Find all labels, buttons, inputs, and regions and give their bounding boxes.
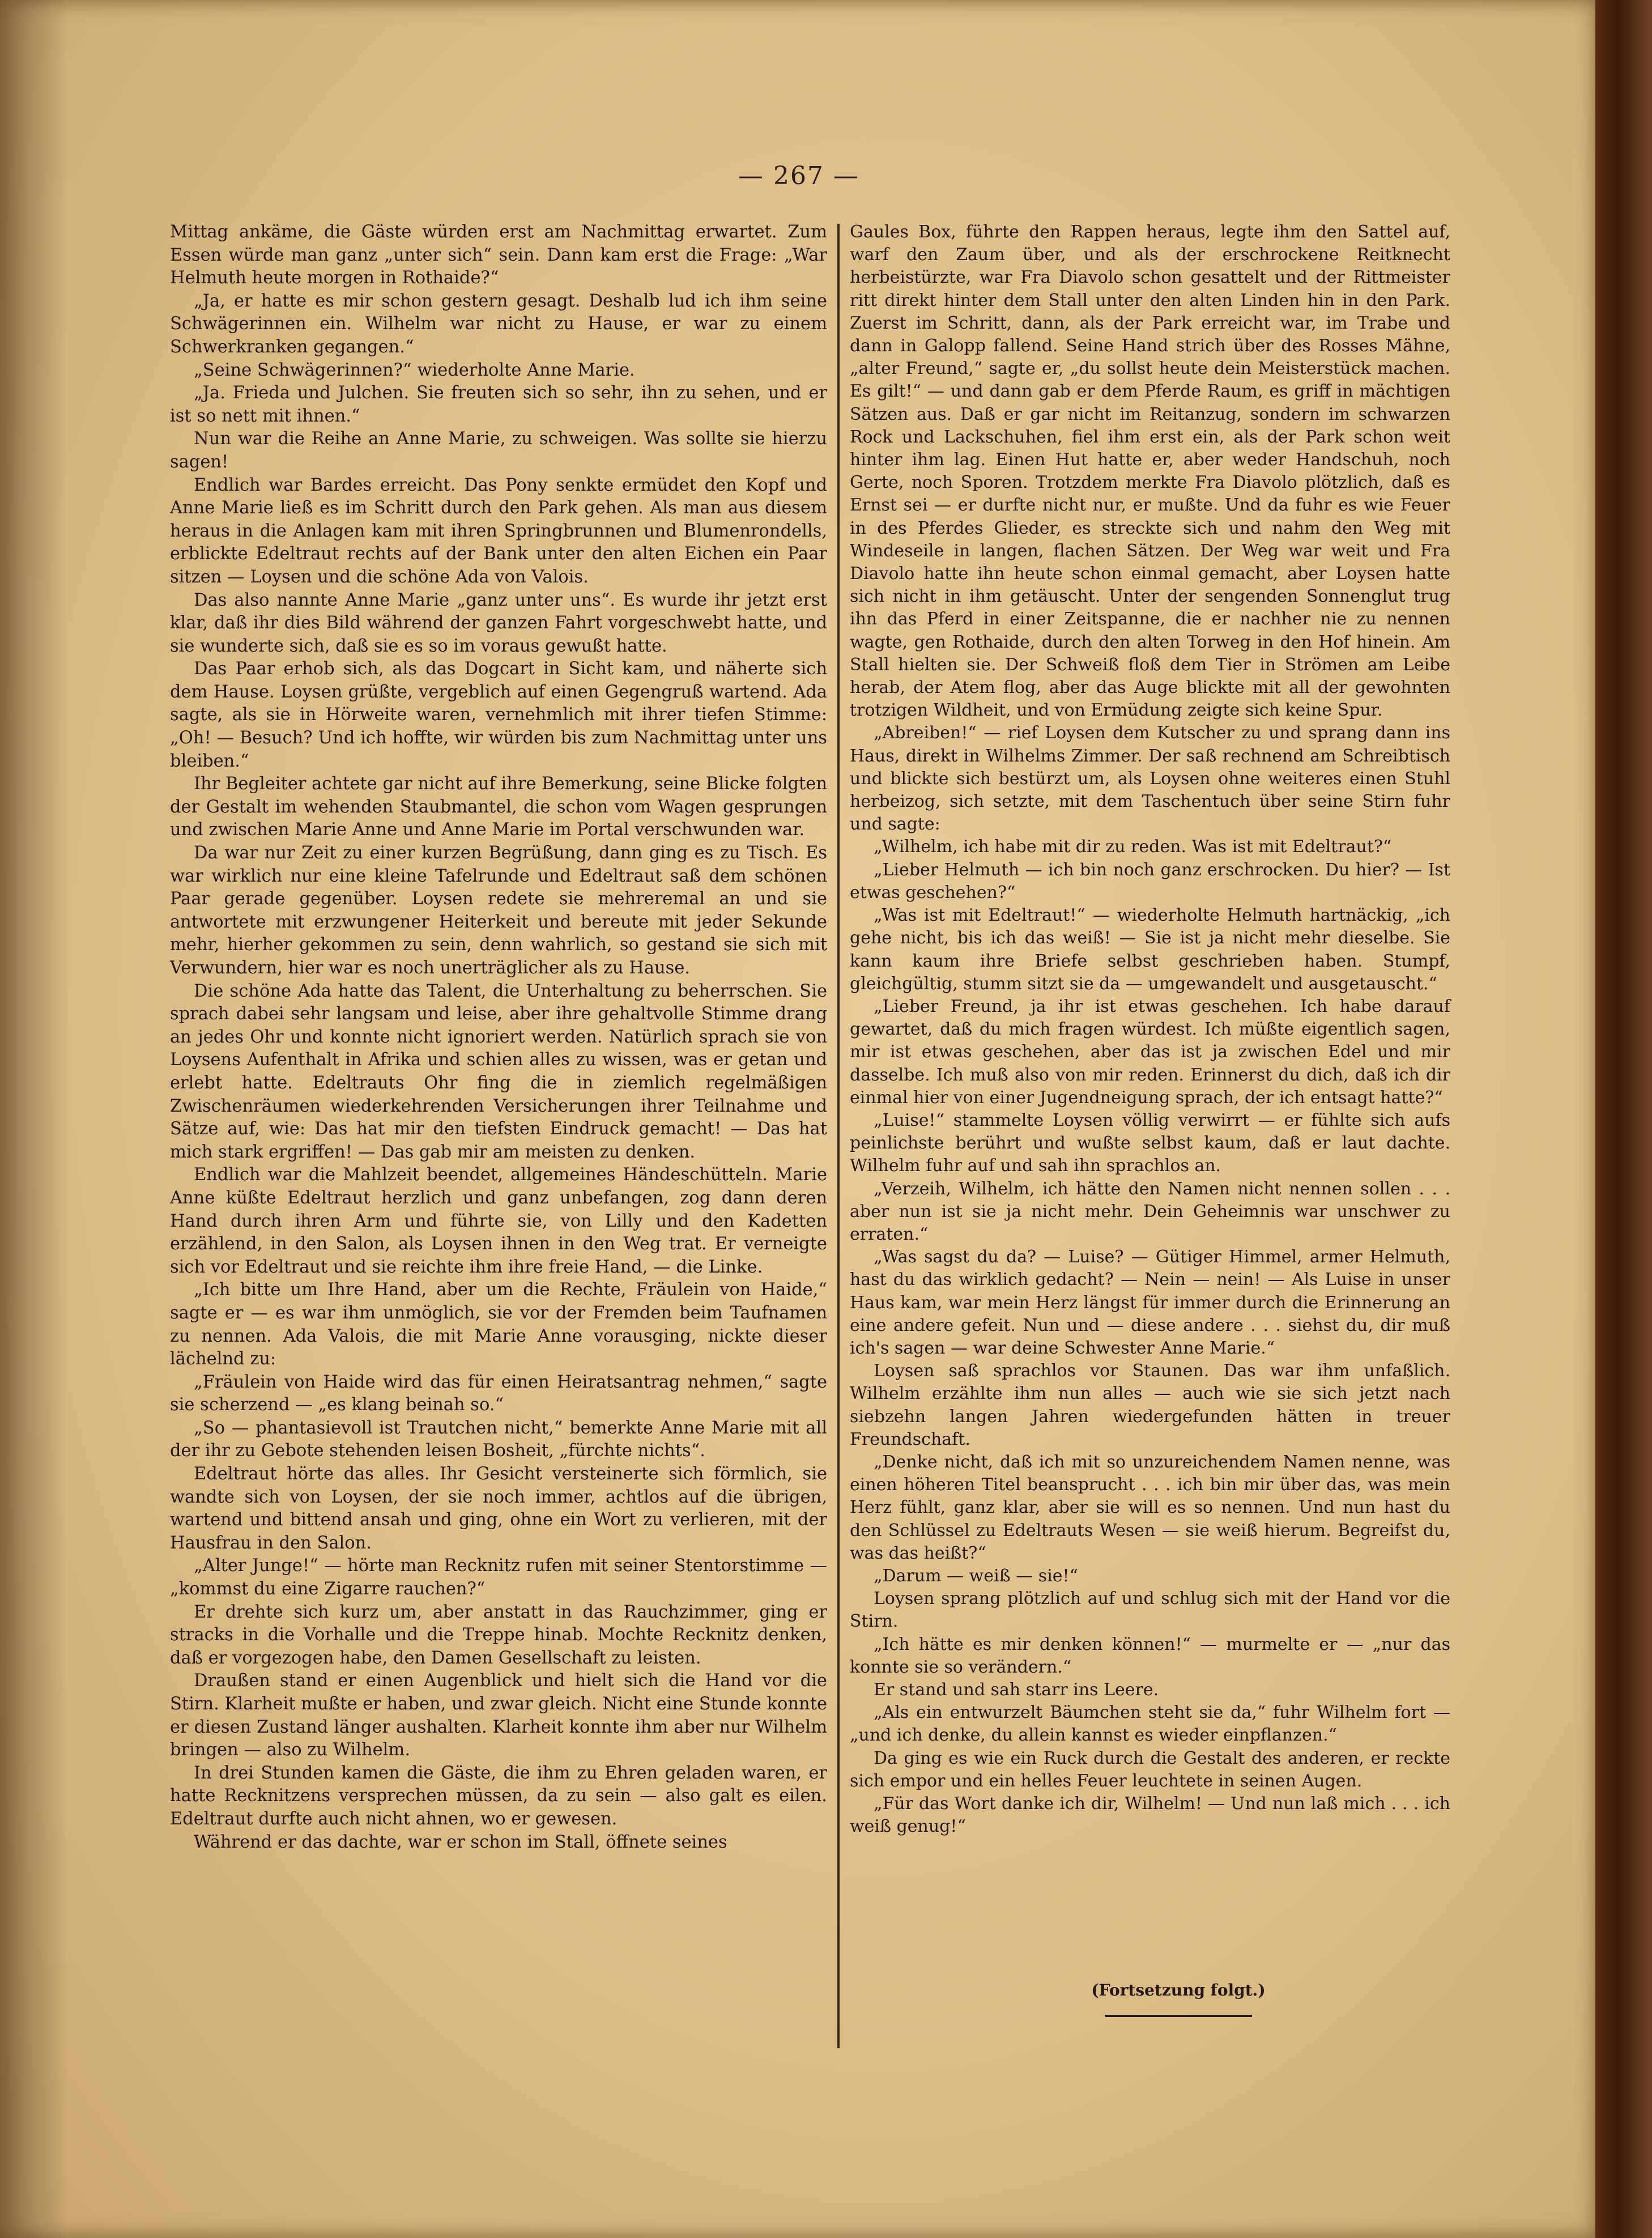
- paragraph: „Abreiben!“ — rief Loysen dem Kutscher zu und sprang dann ins Haus, direkt in Wilhelms Zimmer. Der saß rechnend am Schreibtisch und blickte sich bestürzt um, als Loysen ohne weiteres einen Stuhl herbeizog, sich setzte, mit dem Taschentuch über seine Stirn fuhr und sagte:: [850, 723, 1450, 835]
- paragraph: Endlich war Bardes erreicht. Das Pony senkte ermüdet den Kopf und Anne Marie ließ es im Schritt durch den Park gehen. Als man aus diesem heraus in die Anlagen kam mit ihren Springbrunnen und Blumenrondells, erblickte Edeltraut rechts auf der Bank unter den alten Eichen ein Paar sitzen — Loysen und die schöne Ada von Valois.: [170, 475, 827, 587]
- paragraph: Loysen saß sprachlos vor Staunen. Das war ihm unfaßlich. Wilhelm erzählte ihm nun alles — auch wie sie sich jetzt nach siebzehn langen Jahren wiedergefunden hätten in treuer Freundschaft.: [850, 1361, 1450, 1449]
- paragraph: Loysen sprang plötzlich auf und schlug sich mit der Hand vor die Stirn.: [850, 1589, 1450, 1632]
- gutter-shadow: [0, 0, 68, 2238]
- paragraph: Er stand und sah starr ins Leere.: [874, 1680, 1159, 1700]
- paragraph: „Verzeih, Wilhelm, ich hätte den Namen nicht nennen sollen . . . aber nun ist sie ja nicht mehr. Dein Geheimnis war unschwer zu erraten.“: [850, 1178, 1450, 1244]
- paragraph: „Ich hätte es mir denken können!“ — murmelte er — „nur das konnte sie so verändern.“: [850, 1634, 1450, 1677]
- paragraph: „Darum — weiß — sie!“: [874, 1565, 1078, 1586]
- paragraph: „Denke nicht, daß ich mit so unzureichendem Namen nenne, was einen höheren Titel beansprucht . . . ich bin mir über das, was mein Herz fühlt, ganz klar, aber sie will es so nennen. Und nun hast du den Schlüssel zu Edeltrauts Wesen — sie weiß hierum. Begreifst du, was das heißt?“: [850, 1452, 1450, 1563]
- paragraph: „Was ist mit Edeltraut!“ — wiederholte Helmuth hartnäckig, „ich gehe nicht, bis ich das weiß! — Sie ist ja nicht mehr dieselbe. Sie kann kaum ihre Briefe selbst geschrieben haben. Stumpf, gleichgültig, stumm sitzt sie da — umgewandelt und ausgetauscht.“: [850, 905, 1450, 994]
- paragraph: „Ja, er hatte es mir schon gestern gesagt. Deshalb lud ich ihm seine Schwägerinnen ein. Wilhelm war nicht zu Hause, er war zu einem Schwerkranken gegangen.“: [170, 291, 827, 357]
- paragraph: Die schöne Ada hatte das Talent, die Unterhaltung zu beherrschen. Sie sprach dabei sehr langsam und leise, aber ihre gehaltvolle Stimme drang an jedes Ohr und konnte nicht ignoriert werden. Natürlich sprach sie von Loysens Aufenthalt in Afrika und schien alles zu wissen, was er getan und erlebt hatte. Edeltrauts Ohr fing die in ziemlich regelmäßigen Zwischenräumen wiederkehrenden Versicherungen ihrer Teilnahme und Sätze auf, wie: Das hat mir den tiefsten Eindruck gemacht! — Das hat mich stark ergriffen! — Das gab mir am meisten zu denken.: [170, 981, 827, 1162]
- paragraph: Gaules Box, führte den Rappen heraus, legte ihm den Sattel auf, warf den Zaum über, und als der erschrockene Reitknecht herbeistürzte, war Fra Diavolo schon gesattelt und der Rittmeister ritt direkt hinter dem Stall unter den alten Linden hin in den Park. Zuerst im Schritt, dann, als der Park erreicht war, im Trabe und dann in Galopp fallend. Seine Hand strich über des Rosses Mähne, „alter Freund,“ sagte er, „du sollst heute dein Meisterstück machen. Es gilt!“ — und dann gab er dem Pferde Raum, es griff in mächtigen Sätzen aus. Daß er gar nicht im Reitanzug, sondern im schwarzen Rock und Lackschuhen, fiel ihm erst ein, als der Park schon weit hinter ihm lag. Einen Hut hatte er, aber weder Handschuh, noch Gerte, noch Sporen. Trotzdem merkte Fra Diavolo plötzlich, daß es Ernst sei — er durfte nicht nur, er mußte. Und da fuhr es wie Feuer in des Pferdes Glieder, es streckte sich und nahm den Weg mit Windeseile in langen, flachen Sätzen. Der Weg war weit und Fra Diavolo hatte ihn heute schon einmal gemacht, aber Loysen hatte sich nicht in ihm getäuscht. Unter der sengenden Sonnenglut trug ihn das Pferd in einer Zeitspanne, die er nachher nie zu nennen wagte, gen Rothaide, durch den alten Torweg in den Hof hinein. Am Stall hielten sie. Der Schweiß floß dem Tier in Strömen am Leibe herab, der Atem flog, aber das Auge blickte mit all der gewohnten trotzigen Wildheit, und von Ermüdung zeigte sich keine Spur.: [850, 222, 1450, 721]
- continued-note: (Fortsetzung folgt.): [1091, 1981, 1266, 1999]
- paragraph: „Seine Schwägerinnen?“ wiederholte Anne Marie.: [194, 360, 635, 380]
- end-rule: [1105, 2015, 1252, 2017]
- right-text-column: [850, 221, 1450, 1838]
- paragraph: Das Paar erhob sich, als das Dogcart in Sicht kam, und näherte sich dem Hause. Loysen grüßte, vergeblich auf einen Gegengruß wartend. Ada sagte, als sie in Hörweite waren, vernehmlich mit ihrer tiefen Stimme: „Oh! — Besuch? Und ich hoffte, wir würden bis zum Nachmittag unter uns bleiben.“: [170, 659, 827, 771]
- paragraph: „Wilhelm, ich habe mit dir zu reden. Was ist mit Edeltraut?“: [874, 837, 1392, 857]
- paragraph: „Für das Wort danke ich dir, Wilhelm! — Und nun laß mich . . . ich weiß genug!“: [850, 1794, 1450, 1837]
- left-text-column: [170, 221, 827, 1854]
- paragraph: „So — phantasievoll ist Trautchen nicht,“ bemerkte Anne Marie mit all der ihr zu Gebote stehenden leisen Bosheit, „fürchte nichts“.: [170, 1418, 827, 1461]
- page-number: — 267 —: [738, 161, 859, 190]
- paragraph: Endlich war die Mahlzeit beendet, allgemeines Händeschütteln. Marie Anne küßte Edeltraut herzlich und ganz unbefangen, zog dann deren Hand durch ihren Arm und führte sie, von Lilly und den Kadetten erzählend, in den Salon, als Loysen ihnen in den Weg trat. Er verneigte sich vor Edeltraut und sie reichte ihm ihre freie Hand, — die Linke.: [170, 1165, 827, 1277]
- paragraph: Er drehte sich kurz um, aber anstatt in das Rauchzimmer, ging er stracks in die Vorhalle und die Treppe hinab. Mochte Recknitz denken, daß er vorgezogen habe, den Damen Gesellschaft zu leisten.: [170, 1602, 827, 1668]
- paragraph: Ihr Begleiter achtete gar nicht auf ihre Bemerkung, seine Blicke folgten der Gestalt im wehenden Staubmantel, die schon vom Wagen gesprungen und zwischen Marie Anne und Anne Marie im Portal verschwunden war.: [170, 774, 827, 840]
- paragraph: „Ja. Frieda und Julchen. Sie freuten sich so sehr, ihn zu sehen, und er ist so nett mit ihnen.“: [170, 383, 827, 426]
- paragraph: Edeltraut hörte das alles. Ihr Gesicht versteinerte sich förmlich, sie wandte sich von Loysen, der sie noch immer, achtlos auf die übrigen, wartend und bittend ansah und ging, ohne ein Wort zu verlieren, mit der Hausfrau in den Salon.: [170, 1464, 827, 1553]
- paragraph: Während er das dachte, war er schon im Stall, öffnete seines: [194, 1832, 727, 1852]
- paragraph: „Lieber Helmuth — ich bin noch ganz erschrocken. Du hier? — Ist etwas geschehen?“: [850, 860, 1450, 903]
- paragraph: Mittag ankäme, die Gäste würden erst am Nachmittag erwartet. Zum Essen würde man ganz „unter sich“ sein. Dann kam erst die Frage: „War Helmuth heute morgen in Rothaide?“: [170, 222, 827, 288]
- paragraph: Da war nur Zeit zu einer kurzen Begrüßung, dann ging es zu Tisch. Es war wirklich nur eine kleine Tafelrunde und Edeltraut saß dem schönen Paar gerade gegenüber. Loysen redete sie mehreremal an und sie antwortete mit erzwungener Heiterkeit und bereute mit jeder Sekunde mehr, hierher gekommen zu sein, denn wahrlich, so gestand sie sich mit Verwundern, hier war es noch unerträglicher als zu Hause.: [170, 843, 827, 978]
- paragraph: Da ging es wie ein Ruck durch die Gestalt des anderen, er reckte sich empor und ein helles Feuer leuchtete in seinen Augen.: [850, 1748, 1450, 1791]
- book-spine-edge: [1595, 0, 1652, 2238]
- paragraph: Das also nannte Anne Marie „ganz unter uns“. Es wurde ihr jetzt erst klar, daß ihr dies Bild während der ganzen Fahrt vorgeschwebt hatte, und sie wunderte sich, daß sie es so im voraus gewußt hatte.: [170, 590, 827, 656]
- paragraph: „Was sagst du da? — Luise? — Gütiger Himmel, armer Helmuth, hast du das wirklich gedacht? — Nein — nein! — Als Luise in unser Haus kam, war mein Herz längst für immer durch die Erinnerung an eine andere gefeit. Nun und — diese andere . . . siehst du, dir muß ich's sagen — war deine Schwester Anne Marie.“: [850, 1247, 1450, 1358]
- paragraph: „Luise!“ stammelte Loysen völlig verwirrt — er fühlte sich aufs peinlichste berührt und wußte selbst kaum, daß er laut dachte. Wilhelm fuhr auf und sah ihn sprachlos an.: [850, 1110, 1450, 1176]
- paragraph: In drei Stunden kamen die Gäste, die ihm zu Ehren geladen waren, er hatte Recknitzens versprechen müssen, da zu sein — also galt es eilen. Edeltraut durfte auch nicht ahnen, wo er gewesen.: [170, 1763, 827, 1829]
- paragraph: „Als ein entwurzelt Bäumchen steht sie da,“ fuhr Wilhelm fort — „und ich denke, du allein kannst es wieder einpflanzen.“: [850, 1703, 1450, 1746]
- paragraph: „Fräulein von Haide wird das für einen Heiratsantrag nehmen,“ sagte sie scherzend — „es klang beinah so.“: [170, 1372, 827, 1415]
- paragraph: „Alter Junge!“ — hörte man Recknitz rufen mit seiner Stentorstimme — „kommst du eine Zigarre rauchen?“: [170, 1556, 827, 1599]
- paragraph: „Ich bitte um Ihre Hand, aber um die Rechte, Fräulein von Haide,“ sagte er — es war ihm unmöglich, sie vor der Fremden beim Taufnamen zu nennen. Ada Valois, die mit Marie Anne vorausging, nickte dieser lächelnd zu:: [170, 1280, 827, 1369]
- paragraph: Draußen stand er einen Augenblick und hielt sich die Hand vor die Stirn. Klarheit mußte er haben, und zwar gleich. Nicht eine Stunde konnte er diesen Zustand länger aushalten. Klarheit konnte ihm aber nur Wilhelm bringen — also zu Wilhelm.: [170, 1671, 827, 1760]
- column-divider: [837, 224, 840, 2048]
- paragraph: Nun war die Reihe an Anne Marie, zu schweigen. Was sollte sie hierzu sagen!: [170, 429, 827, 472]
- paragraph: „Lieber Freund, ja ihr ist etwas geschehen. Ich habe darauf gewartet, daß du mich fragen würdest. Ich müßte eigentlich sagen, mir ist etwas geschehen, aber das ist ja zwischen Edel und mir dasselbe. Ich muß also von mir reden. Erinnerst du dich, daß ich dir einmal hier von einer Jugendneigung sprach, der ich entsagt hatte?“: [850, 996, 1450, 1108]
